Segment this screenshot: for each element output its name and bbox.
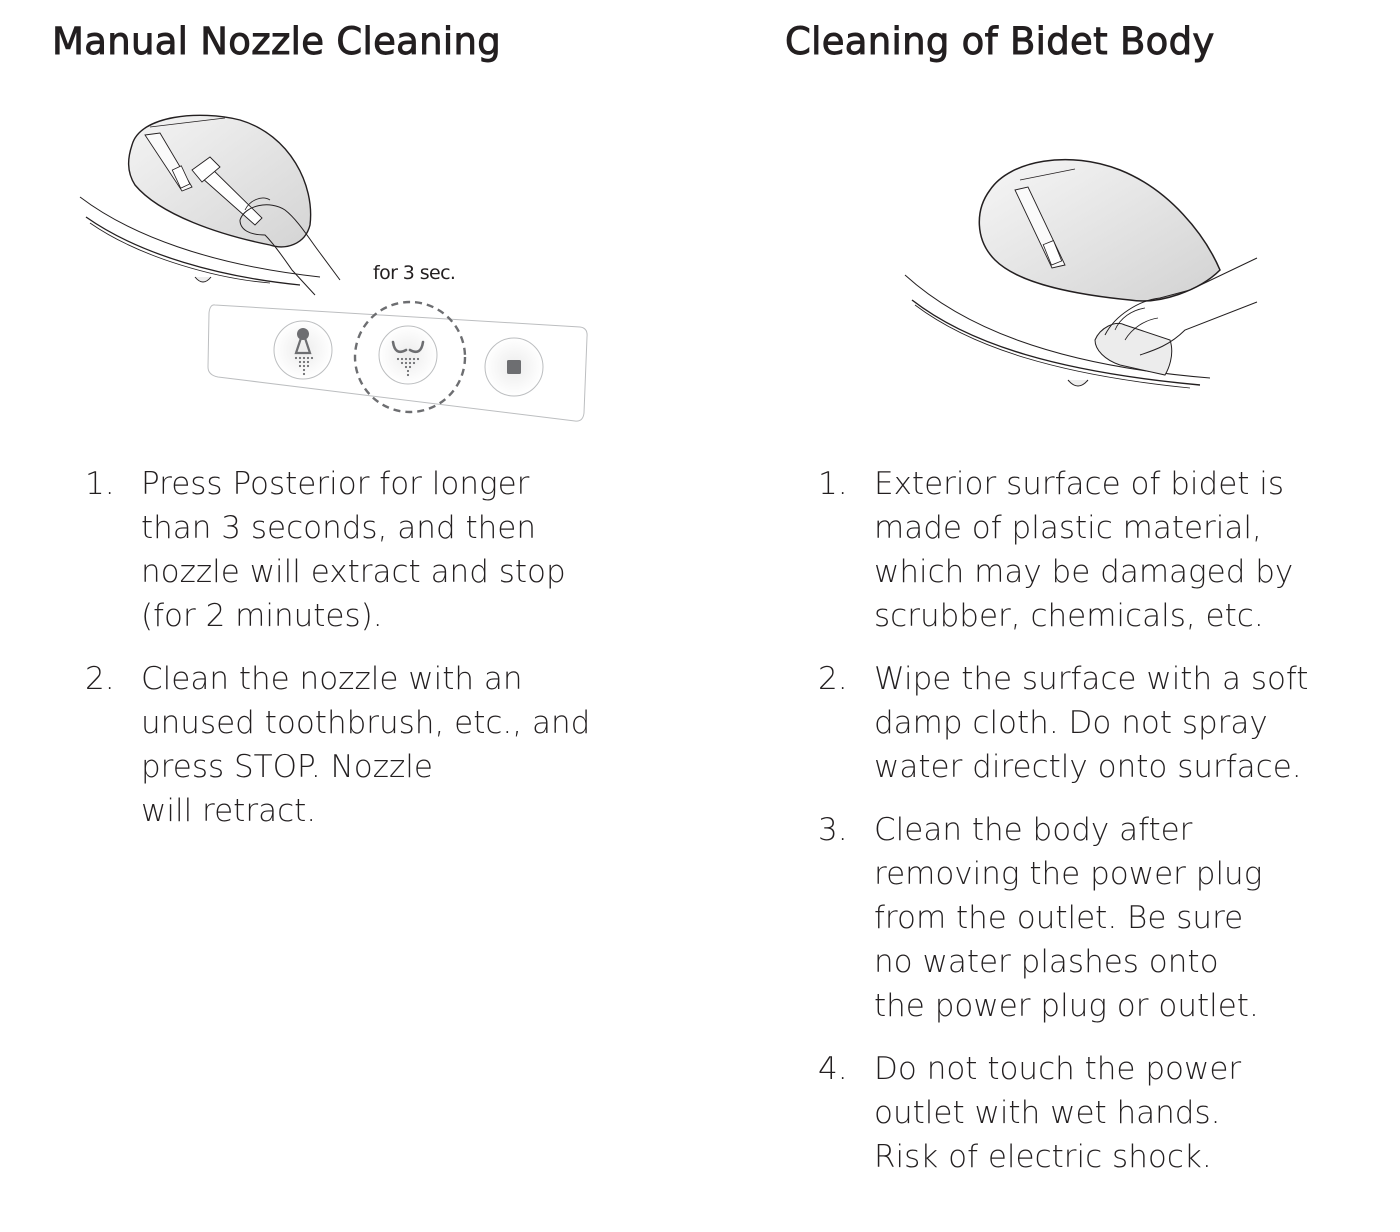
step-text-line: Wipe the surface with a soft <box>874 661 1309 697</box>
step-text-line: Clean the body after <box>874 812 1193 848</box>
step-text-line: press STOP. Nozzle <box>141 749 433 785</box>
bidet-lid-shape <box>979 160 1220 301</box>
step-text-line: no water plashes onto <box>874 944 1219 980</box>
steps-list <box>818 462 1308 1198</box>
step-text-line: removing the power plug <box>874 856 1263 892</box>
step-text-line: Risk of electric shock. <box>874 1139 1212 1175</box>
posterior-button[interactable] <box>274 321 332 379</box>
step-text-line: (for 2 minutes). <box>141 598 383 634</box>
step-text-line: Clean the nozzle with an <box>141 661 523 697</box>
step-text-line: damp cloth. Do not spray <box>874 705 1268 741</box>
step-item <box>818 657 1308 789</box>
step-number: 3. <box>818 812 848 848</box>
step-text-line: which may be damaged by <box>874 554 1294 590</box>
step-item <box>818 462 1308 638</box>
step-item <box>85 657 590 833</box>
step-text-line: nozzle will extract and stop <box>141 554 566 590</box>
nozzle-cleaning-illustration <box>70 105 610 430</box>
step-number: 2. <box>818 661 848 697</box>
body-wiping-illustration <box>900 150 1260 400</box>
step-number: 4. <box>818 1051 848 1087</box>
step-text-line: Press Posterior for longer <box>141 466 530 502</box>
step-text-line: water directly onto surface. <box>874 749 1302 785</box>
section-title: Manual Nozzle Cleaning <box>52 20 501 63</box>
section-title: Cleaning of Bidet Body <box>785 20 1215 63</box>
step-number: 2. <box>85 661 115 697</box>
stop-button[interactable] <box>485 338 543 396</box>
steps-list <box>85 462 590 852</box>
step-text-line: will retract. <box>141 793 317 829</box>
hold-duration-caption: for 3 sec. <box>373 262 456 284</box>
step-text-line: scrubber, chemicals, etc. <box>874 598 1264 634</box>
step-number: 1. <box>818 466 848 502</box>
step-item <box>818 1047 1308 1179</box>
step-text-line: Do not touch the power <box>874 1051 1242 1087</box>
step-text-line: Exterior surface of bidet is <box>874 466 1285 502</box>
step-item <box>85 462 590 638</box>
feminine-wash-button[interactable] <box>379 326 437 384</box>
step-number: 1. <box>85 466 115 502</box>
step-item <box>818 808 1308 1028</box>
step-text-line: outlet with wet hands. <box>874 1095 1221 1131</box>
step-text-line: from the outlet. Be sure <box>874 900 1244 936</box>
step-text-line: made of plastic material, <box>874 510 1262 546</box>
step-text-line: than 3 seconds, and then <box>141 510 536 546</box>
step-text-line: unused toothbrush, etc., and <box>141 705 591 741</box>
step-text-line: the power plug or outlet. <box>874 988 1259 1024</box>
